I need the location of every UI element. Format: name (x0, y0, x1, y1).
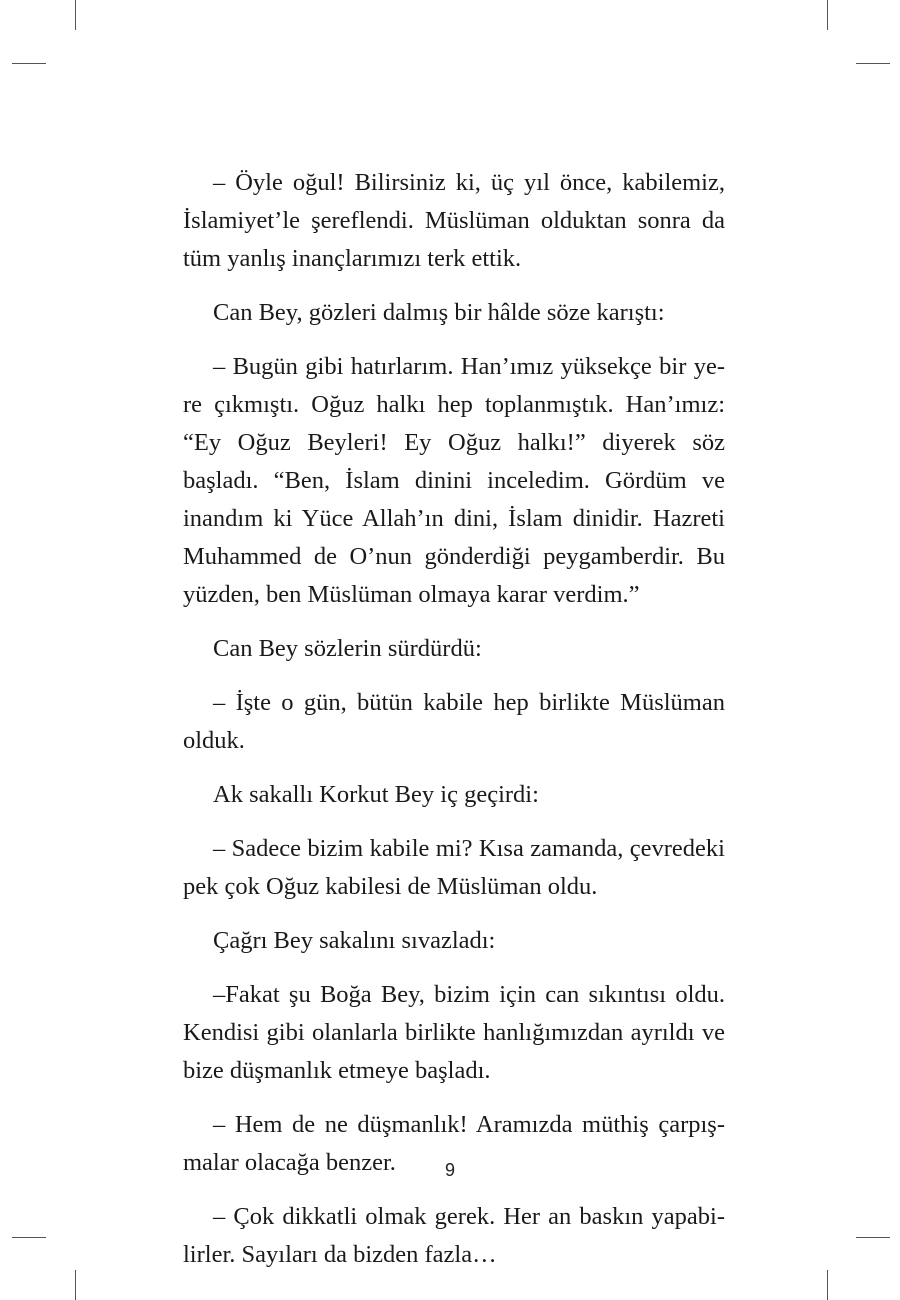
crop-mark-left-bottom (12, 1237, 46, 1238)
crop-mark-left-top (12, 63, 46, 64)
crop-mark-top-right (827, 0, 828, 30)
crop-mark-top-left (75, 0, 76, 30)
crop-mark-right-bottom (856, 1237, 890, 1238)
paragraph: – Öyle oğul! Bilirsiniz ki, üç yıl önce, kabilemiz, İslamiyet’le şereflendi. Müslüman olduktan sonra da tüm yanlış inançlarımızı terk ettik. (183, 169, 725, 272)
page-number: 9 (444, 1160, 455, 1180)
crop-mark-right-top (856, 63, 890, 64)
paragraph: Can Bey sözlerin sürdürdü: (213, 635, 482, 662)
body-text (183, 164, 725, 1290)
crop-mark-bottom-right (827, 1270, 828, 1300)
paragraph: – Hem de ne düşmanlık! Aramızda müthiş çarpışmalar olacağa benzer. (183, 1111, 725, 1176)
crop-mark-bottom-left (75, 1270, 76, 1300)
paragraph: –Fakat şu Boğa Bey, bizim için can sıkıntısı oldu. Kendisi gibi olanlarla birlikte hanlığımızdan ayrıldı ve bize düşmanlık etmeye başladı. (183, 981, 725, 1084)
paragraph: – İşte o gün, bütün kabile hep birlikte Müslüman olduk. (183, 689, 725, 754)
paragraph: Çağrı Bey sakalını sıvazladı: (213, 927, 496, 954)
paragraph: Can Bey, gözleri dalmış bir hâlde söze karıştı: (213, 299, 665, 326)
paragraph: Ak sakallı Korkut Bey iç geçirdi: (213, 781, 539, 808)
paragraph: – Sadece bizim kabile mi? Kısa zamanda, çevredeki pek çok Oğuz kabilesi de Müslüman oldu. (183, 835, 725, 900)
paragraph: – Bugün gibi hatırlarım. Han’ımız yüksekçe bir yere çıkmıştı. Oğuz halkı hep toplanmıştık. Han’ımız: “Ey Oğuz Beyleri! Ey Oğuz halkı!” diyerek söz başladı. “Ben, İslam dinini inceledim. Gördüm ve inandım ki Yüce Allah’ın dini, İslam dinidir. Hazreti Muhammed de O’nun gönderdiği peygamberdir. Bu yüzden, ben Müslüman olmaya karar verdim.” (183, 353, 725, 608)
paragraph: – Çok dikkatli olmak gerek. Her an baskın yapabilirler. Sayıları da bizden fazla… (183, 1203, 725, 1268)
